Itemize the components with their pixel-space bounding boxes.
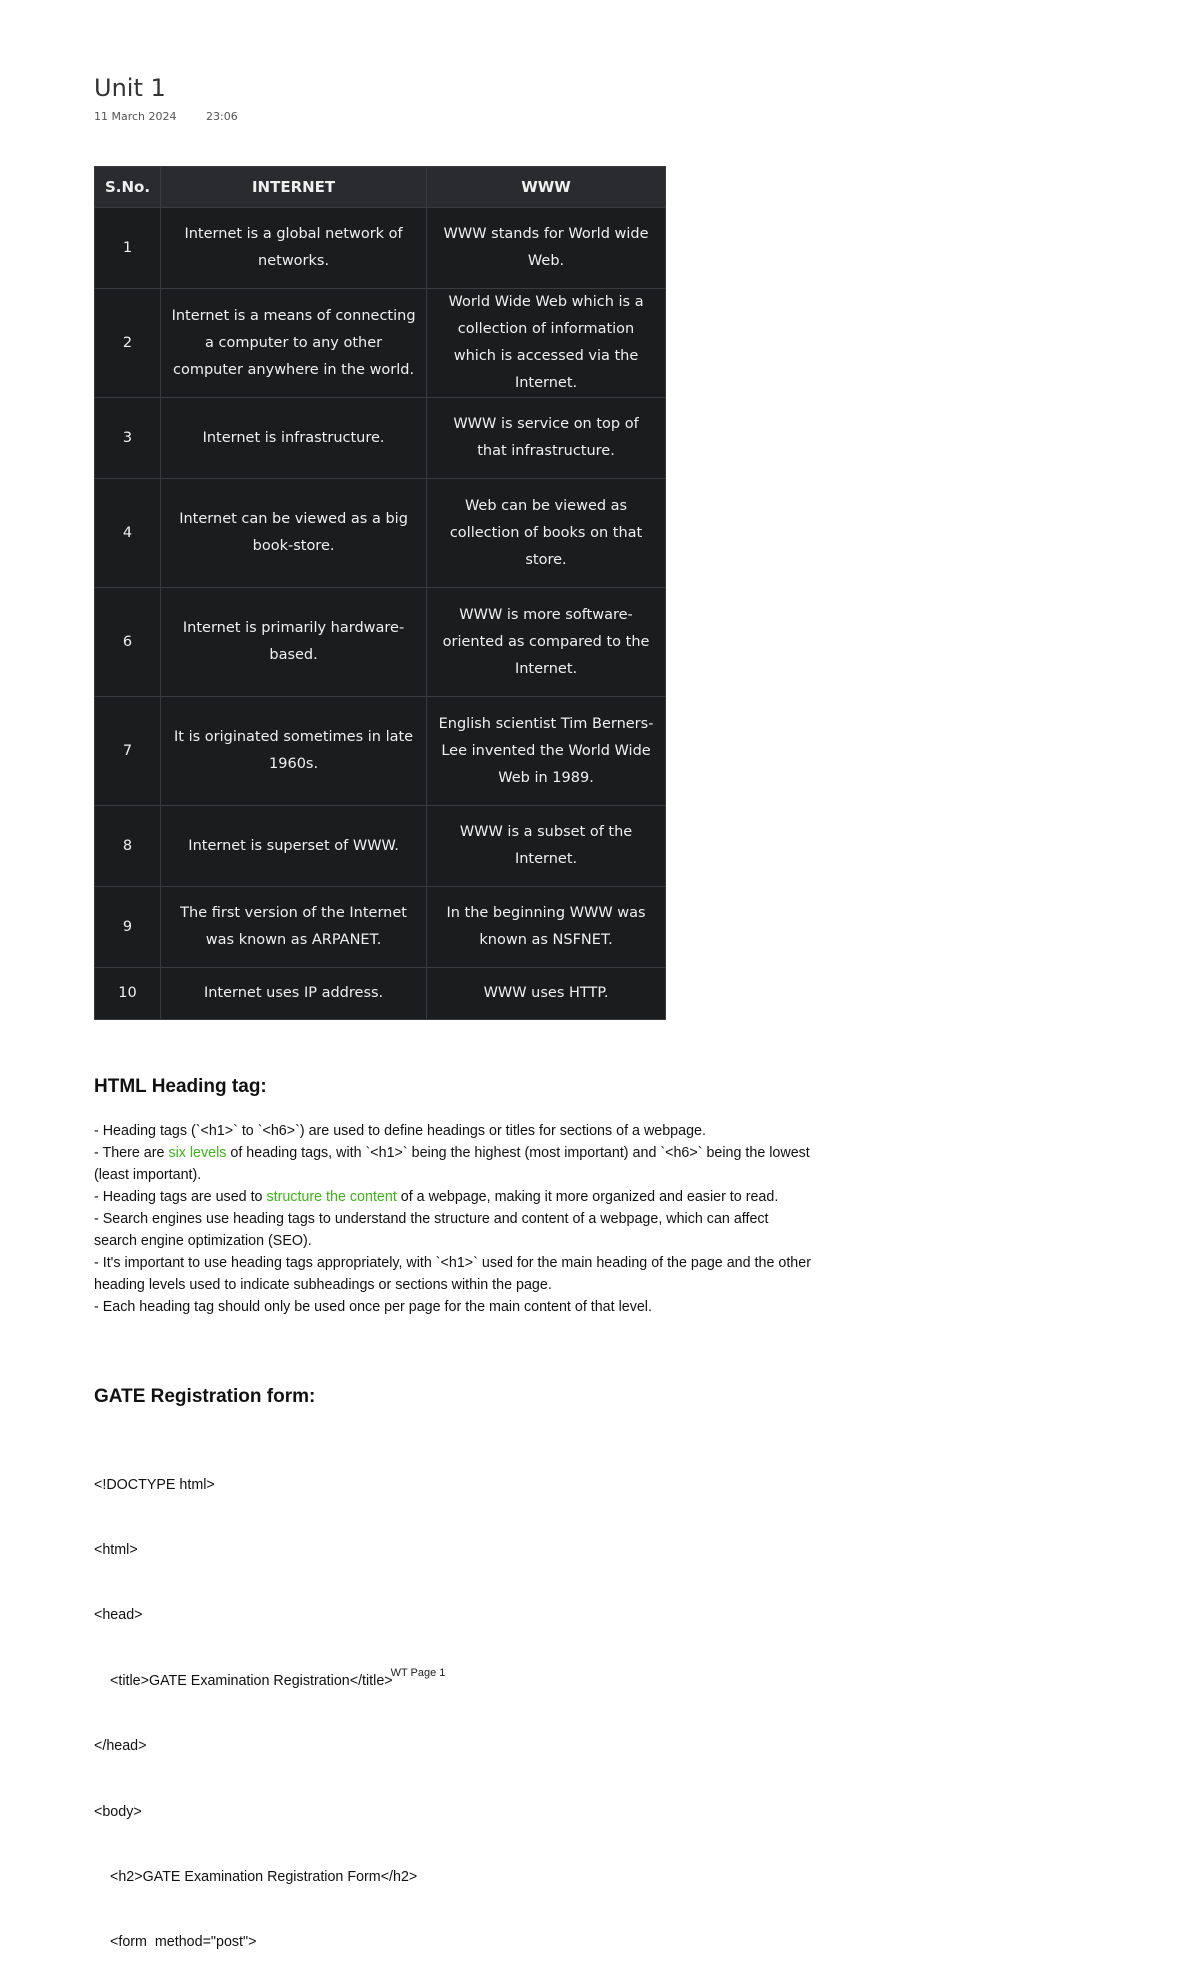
cell-sno: 10 — [95, 968, 161, 1020]
note-line — [94, 1142, 814, 1186]
cell-internet: The first version of the Internet was known as ARPANET. — [161, 887, 427, 968]
cell-www: English scientist Tim Berners-Lee invented the World Wide Web in 1989. — [427, 697, 666, 806]
cell-sno: 6 — [95, 588, 161, 697]
cell-sno: 7 — [95, 697, 161, 806]
page-time: 23:06 — [206, 110, 238, 123]
note-line: - It's important to use heading tags appropriately, with `<h1>` used for the main heading of the page and the other heading levels used to indicate subheadings or sections within the page. — [94, 1255, 811, 1293]
code-line: <!DOCTYPE html> — [94, 1476, 215, 1493]
cell-www: World Wide Web which is a collection of information which is accessed via the Internet. — [427, 289, 666, 398]
code-line: <h2>GATE Examination Registration Form</h2> — [110, 1868, 418, 1885]
cell-sno: 1 — [95, 208, 161, 289]
cell-sno: 3 — [95, 398, 161, 479]
table-row — [95, 289, 666, 398]
cell-internet: Internet is primarily hardware-based. — [161, 588, 427, 697]
cell-internet: Internet is a global network of networks. — [161, 208, 427, 289]
note-text: - Heading tags are used to — [94, 1189, 267, 1205]
cell-www: WWW uses HTTP. — [427, 968, 666, 1020]
table-row — [95, 887, 666, 968]
table-row — [95, 208, 666, 289]
highlight-text: structure the content — [266, 1189, 397, 1205]
table-row — [95, 588, 666, 697]
column-header-sno: S.No. — [95, 167, 161, 208]
page-date: 11 March 2024 — [94, 110, 177, 123]
note-text: of heading tags, with `<h1>` being the highest (most important) and `<h6>` being the lowest (least important). — [94, 1145, 810, 1183]
cell-www: Web can be viewed as collection of books on that store. — [427, 479, 666, 588]
cell-sno: 8 — [95, 806, 161, 887]
note-text: - There are — [94, 1145, 169, 1161]
cell-internet: Internet can be viewed as a big book-store. — [161, 479, 427, 588]
internet-vs-www-table — [94, 166, 666, 1020]
note-line: - Heading tags (`<h1>` to `<h6>`) are used to define headings or titles for sections of a webpage. — [94, 1123, 706, 1139]
cell-www: WWW is more software-oriented as compared to the Internet. — [427, 588, 666, 697]
column-header-www: WWW — [427, 167, 666, 208]
cell-www: In the beginning WWW was known as NSFNET. — [427, 887, 666, 968]
column-header-internet: INTERNET — [161, 167, 427, 208]
code-block — [94, 1431, 417, 1976]
cell-internet: It is originated sometimes in late 1960s. — [161, 697, 427, 806]
table-row — [95, 479, 666, 588]
cell-sno: 9 — [95, 887, 161, 968]
code-line: <form method="post"> — [110, 1934, 257, 1951]
heading-tag-title: HTML Heading tag: — [94, 1076, 267, 1097]
code-line: <html> — [94, 1541, 138, 1558]
note-line: - Search engines use heading tags to understand the structure and content of a webpage, which can affect search engine optimization (SEO). — [94, 1211, 769, 1249]
table-row — [95, 697, 666, 806]
note-line — [94, 1186, 814, 1208]
code-line: <head> — [94, 1607, 143, 1624]
cell-www: WWW stands for World wide Web. — [427, 208, 666, 289]
cell-internet: Internet is a means of connecting a computer to any other computer anywhere in the world. — [161, 289, 427, 398]
page-footer: WT Page 1 — [390, 1667, 446, 1679]
page-meta — [94, 110, 238, 123]
cell-internet: Internet is superset of WWW. — [161, 806, 427, 887]
code-line: <title>GATE Examination Registration</title> — [110, 1672, 393, 1689]
code-line: </head> — [94, 1738, 147, 1755]
table-header-row — [95, 167, 666, 208]
page-title: Unit 1 — [94, 74, 166, 102]
table-row — [95, 806, 666, 887]
heading-tag-notes — [94, 1120, 814, 1318]
code-line: <body> — [94, 1803, 142, 1820]
cell-sno: 2 — [95, 289, 161, 398]
cell-www: WWW is a subset of the Internet. — [427, 806, 666, 887]
note-text: of a webpage, making it more organized and easier to read. — [396, 1189, 779, 1205]
cell-internet: Internet is infrastructure. — [161, 398, 427, 479]
gate-form-title: GATE Registration form: — [94, 1386, 316, 1407]
cell-internet: Internet uses IP address. — [161, 968, 427, 1020]
cell-www: WWW is service on top of that infrastructure. — [427, 398, 666, 479]
table-row — [95, 968, 666, 1020]
highlight-text: six levels — [168, 1145, 227, 1161]
table-row — [95, 398, 666, 479]
cell-sno: 4 — [95, 479, 161, 588]
note-line: - Each heading tag should only be used once per page for the main content of that level. — [94, 1299, 652, 1315]
